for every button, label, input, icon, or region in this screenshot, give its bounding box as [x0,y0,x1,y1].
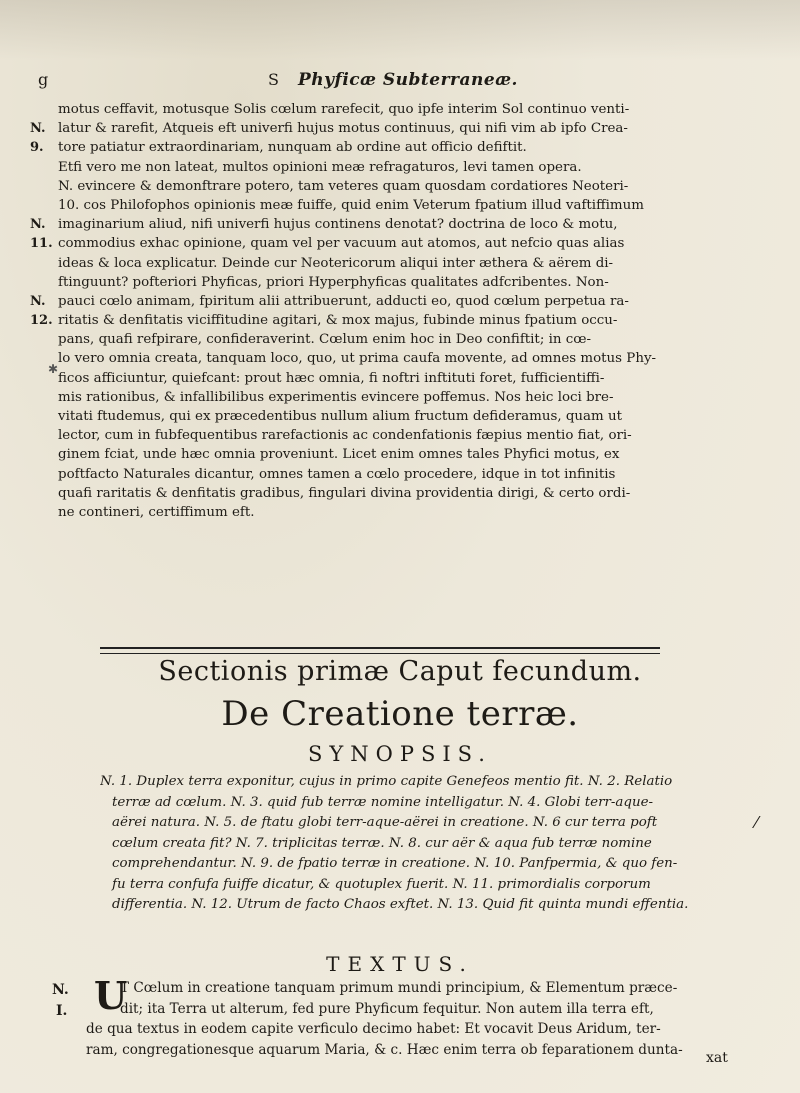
main-text [30,100,770,522]
margin-mark-icon: ✱ [48,362,59,376]
text-line: poftfacto Naturales dicantur, omnes tamen a cœlo procedere, idque in tot infinitis [58,466,616,482]
text-line: mis rationibus, & infallibilibus experimentis evincere poffemus. Nos heic loci bre- [58,389,614,405]
page-stain [0,0,800,60]
synopsis-line: N. 1. Duplex terra exponitur, cujus in primo capite Genefeos mentio fit. N. 2. Relatio [100,774,673,789]
text-line: 10. cos Philofophos opinionis meæ fuiffe, quid enim Veterum fpatium illud vaftiffimum [58,197,644,213]
margin-note: N. [52,982,69,998]
synopsis-line: comprehendantur. N. 9. de fpatio terræ in creatione. N. 10. Panfpermia, & quo fen- [112,856,678,871]
page-number: g [38,70,49,89]
catchword: xat [706,1050,728,1066]
text-line: pans, quafi refpirare, confideraverint. Cœlum enim hoc in Deo confiftit; in cœ- [58,332,592,348]
margin-note: I. [56,1003,68,1019]
text-line: N. latur & rarefit, Atqueis eft univerfi hujus motus continuus, qui nifi vim ab ipfo Crea- [30,121,628,137]
text-line: N. evincere & demonftrare potero, tam veteres quam quosdam cordatiores Neoteri- [58,178,629,194]
running-title: Phyficæ Subterraneæ. [298,70,518,90]
text-line: motus ceffavit, motusque Solis cœlum rarefecit, quo ipfe interim Sol continuo venti- [58,102,630,117]
textus-line: dit; ita Terra ut alterum, fed pure Phyficum fequitur. Non autem illa terra eft, [120,1000,654,1017]
synopsis [100,772,720,916]
text-line: N. imaginarium aliud, nifi univerfi hujus continens denotat? doctrina de loco & motu, [30,217,618,233]
chapter-title: De Creatione terræ. [221,694,579,734]
text-line: ficos afficiuntur, quiefcant: prout hæc omnia, fi noftri inftituti foret, fufficientiffi- [58,370,605,386]
text-line: N. pauci cœlo animam, fpiritum alii attribuerunt, adducti eo, quod cœlum perpetua ra- [30,293,629,309]
text-line: 11. commodius exhac opinione, quam vel per vacuum aut atomos, aut nefcio quas alias [30,236,625,252]
text-line: quafi raritatis & denfitatis gradibus, fingulari divina providentia dirigi, & certo ordi- [58,485,631,501]
section-marker: S [268,70,279,89]
text-line: lo vero omnia creata, tanquam loco, quo, ut prima caufa movente, ad omnes motus Phy- [58,351,657,367]
text-line: lector, cum in fubfequentibus rarefactionis ac condenfationis fæpius mentio fiat, ori- [58,428,632,444]
text-line: Etfi vero me non lateat, multos opinioni meæ refragaturos, levi tamen opera. [58,159,582,175]
text-line: vitati ftudemus, qui ex præcedentibus nullum alium fructum defideramus, quam ut [58,409,622,424]
text-line: ginem fciat, unde hæc omnia proveniunt. Licet enim omnes tales Phyfici motus, ex [58,447,620,463]
text-line: ne contineri, certiffimum eft. [58,504,255,520]
text-line: 9. tore patiatur extraordinariam, nunquam ab ordine aut officio defiftit. [30,140,527,156]
textus-line: T Cœlum in creatione tanquam primum mundi principium, & Elementum præce- [120,980,678,996]
textus-line: de qua textus in eodem capite verficulo decimo habet: Et vocavit Deus Aridum, ter- [86,1021,661,1037]
synopsis-line: terræ ad cœlum. N. 3. quid fub terræ nomine intelligatur. N. 4. Globi terr-aque- [112,794,654,810]
text-line: ftinguunt? pofteriori Phyficas, priori Hyperphyficas qualitates adfcribentes. Non- [58,274,609,290]
synopsis-line: differentia. N. 12. Utrum de facto Chaos exftet. N. 13. Quid fit quinta mundi effentia. [112,897,689,912]
synopsis-line: cœlum creata fit? N. 7. triplicitas terræ. N. 8. cur aër & aqua fub terræ nomine [112,835,652,851]
drop-cap: U [94,973,128,1018]
section-rule [100,647,660,654]
synopsis-heading: SYNOPSIS. [308,742,492,766]
textus-line: ram, congregationesque aquarum Maria, & c. Hæc enim terra ob feparationem dunta- [86,1041,683,1058]
textus-body [86,973,766,1060]
running-header [38,70,738,94]
margin-mark-icon: ⁄ [755,813,758,832]
synopsis-line: aërei natura. N. 5. de ftatu globi terr-aque-aërei in creatione. N. 6 cur terra poft [112,815,658,830]
text-line: 12. ritatis & denfitatis viciffitudine agitari, & mox majus, fubinde minus fpatium occu- [30,313,618,329]
text-line: ideas & loca explicatur. Deinde cur Neotericorum aliqui inter æthera & aërem di- [58,255,614,271]
synopsis-line: fu terra confufa fuiffe dicatur, & quotuplex fuerit. N. 11. primordialis corporum [112,876,651,892]
section-heading: Sectionis primæ Caput fecundum. [158,656,642,687]
textus-heading: TEXTUS. [326,952,474,976]
